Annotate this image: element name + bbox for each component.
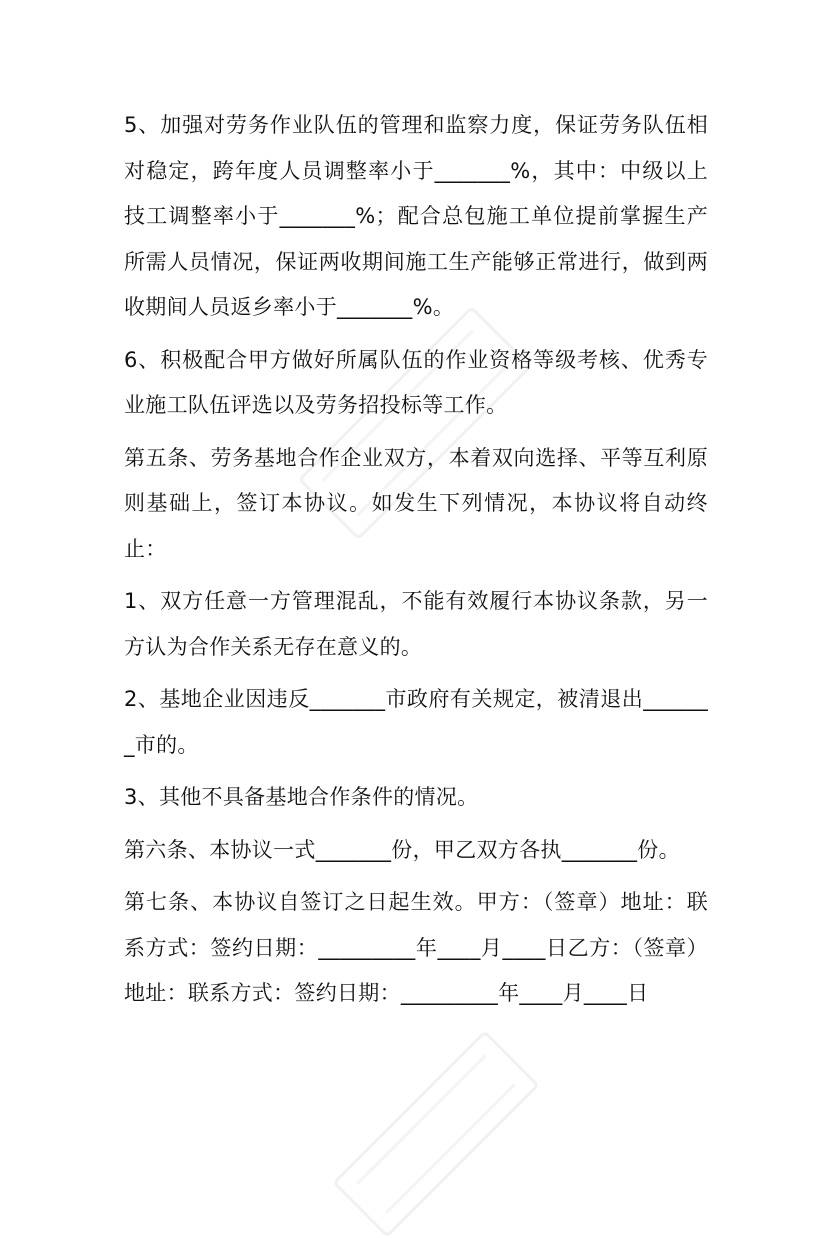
termination-condition-1: 1、双方任意一方管理混乱，不能有效履行本协议条款，另一方认为合作关系无存在意义的。 <box>124 589 708 659</box>
document-body <box>124 103 708 1024</box>
watermark-stamp <box>332 1030 540 1238</box>
clause-item-6: 6、积极配合甲方做好所属队伍的作业资格等级考核、优秀专业施工队伍评选以及劳务招投标等工作。 <box>124 347 708 417</box>
clause-item-5: 5、加强对劳务作业队伍的管理和监察力度，保证劳务队伍相对稳定，跨年度人员调整率小于_______%，其中：中级以上技工调整率小于_______%；配合总包施工单位提前掌握生产所需人员情况，保证两收期间施工生产能够正常进行，做到两收期间人员返乡率小于_______%。 <box>124 113 708 319</box>
article-5: 第五条、劳务基地合作企业双方，本着双向选择、平等互利原则基础上，签订本协议。如发生下列情况，本协议将自动终止： <box>124 445 708 561</box>
termination-condition-3: 3、其他不具备基地合作条件的情况。 <box>124 785 479 809</box>
article-6: 第六条、本协议一式_______份，甲乙双方各执_______份。 <box>124 837 680 862</box>
termination-condition-2: 2、基地企业因违反_______市政府有关规定，被清退出_______市的。 <box>124 687 708 757</box>
article-7-signature-block: 第七条、本协议自签订之日起生效。甲方：（签章）地址：联系方式：签约日期：_________年____月____日乙方：（签章）地址：联系方式：签约日期：_________年____月____日 <box>124 890 708 1005</box>
watermark-stamp-inner <box>356 1054 516 1214</box>
